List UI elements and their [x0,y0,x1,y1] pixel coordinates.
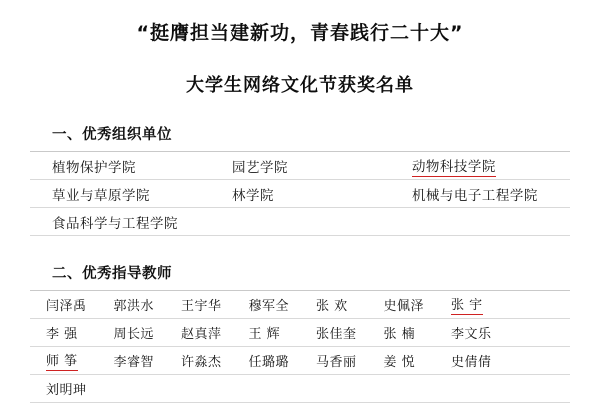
table-cell-highlighted [30,350,98,371]
table-row [30,347,570,375]
table-row [30,319,570,347]
table-cell: 林学院 [231,187,274,204]
section-heading-organizations: 一、优秀组织单位 [52,127,172,143]
table-cell: 张 楠 [383,327,416,342]
table-cell: 许淼杰 [181,355,222,370]
table-cell: 周长远 [113,327,155,342]
table-cell: 史佩泽 [383,299,425,314]
table-cell-label: 师 筝 [46,350,78,371]
table-cell: 穆军全 [248,299,290,314]
table-cell: 植物保护学院 [52,159,136,176]
table-row [30,375,570,403]
table-cell: 草业与草原学院 [52,187,150,204]
table-cell: 机械与电子工程学院 [411,187,538,204]
table-cell: 史倩倩 [451,355,492,370]
table-cell: 姜 悦 [383,355,416,370]
table-cell-label: 动物科技学院 [412,155,496,177]
table-cell: 郭洪水 [113,299,155,314]
table-cell: 赵真萍 [181,327,222,342]
table-cell: 园艺学院 [231,159,288,176]
table-row [30,180,570,208]
section-heading-teachers: 二、优秀指导教师 [52,266,172,282]
table-cell: 王宇华 [181,299,222,314]
table-cell: 闫泽禹 [46,299,87,314]
page-subtitle: 大学生网络文化节获奖名单 [186,75,414,96]
page-title: “挺膺担当建新功，青春践行二十大” [136,22,464,44]
table-cell: 刘明珅 [46,383,87,398]
table-cell: 张 欢 [316,299,348,314]
table-cell: 王 辉 [248,327,281,342]
table-cell: 马香丽 [316,355,357,370]
table-cell: 李 强 [46,327,78,342]
table-row [30,152,570,180]
table-cell: 李睿智 [113,355,155,370]
teachers-table [30,291,570,403]
table-cell: 食品科学与工程学院 [52,215,178,232]
table-cell: 任璐璐 [248,355,290,370]
organizations-table [30,152,570,236]
table-cell: 李文乐 [451,327,492,342]
table-cell: 张佳奎 [316,327,357,342]
table-row [30,291,570,319]
table-row [30,208,570,236]
table-cell-label: 张 宇 [451,294,483,315]
table-cell-highlighted [435,294,503,315]
table-cell-highlighted [390,155,570,177]
